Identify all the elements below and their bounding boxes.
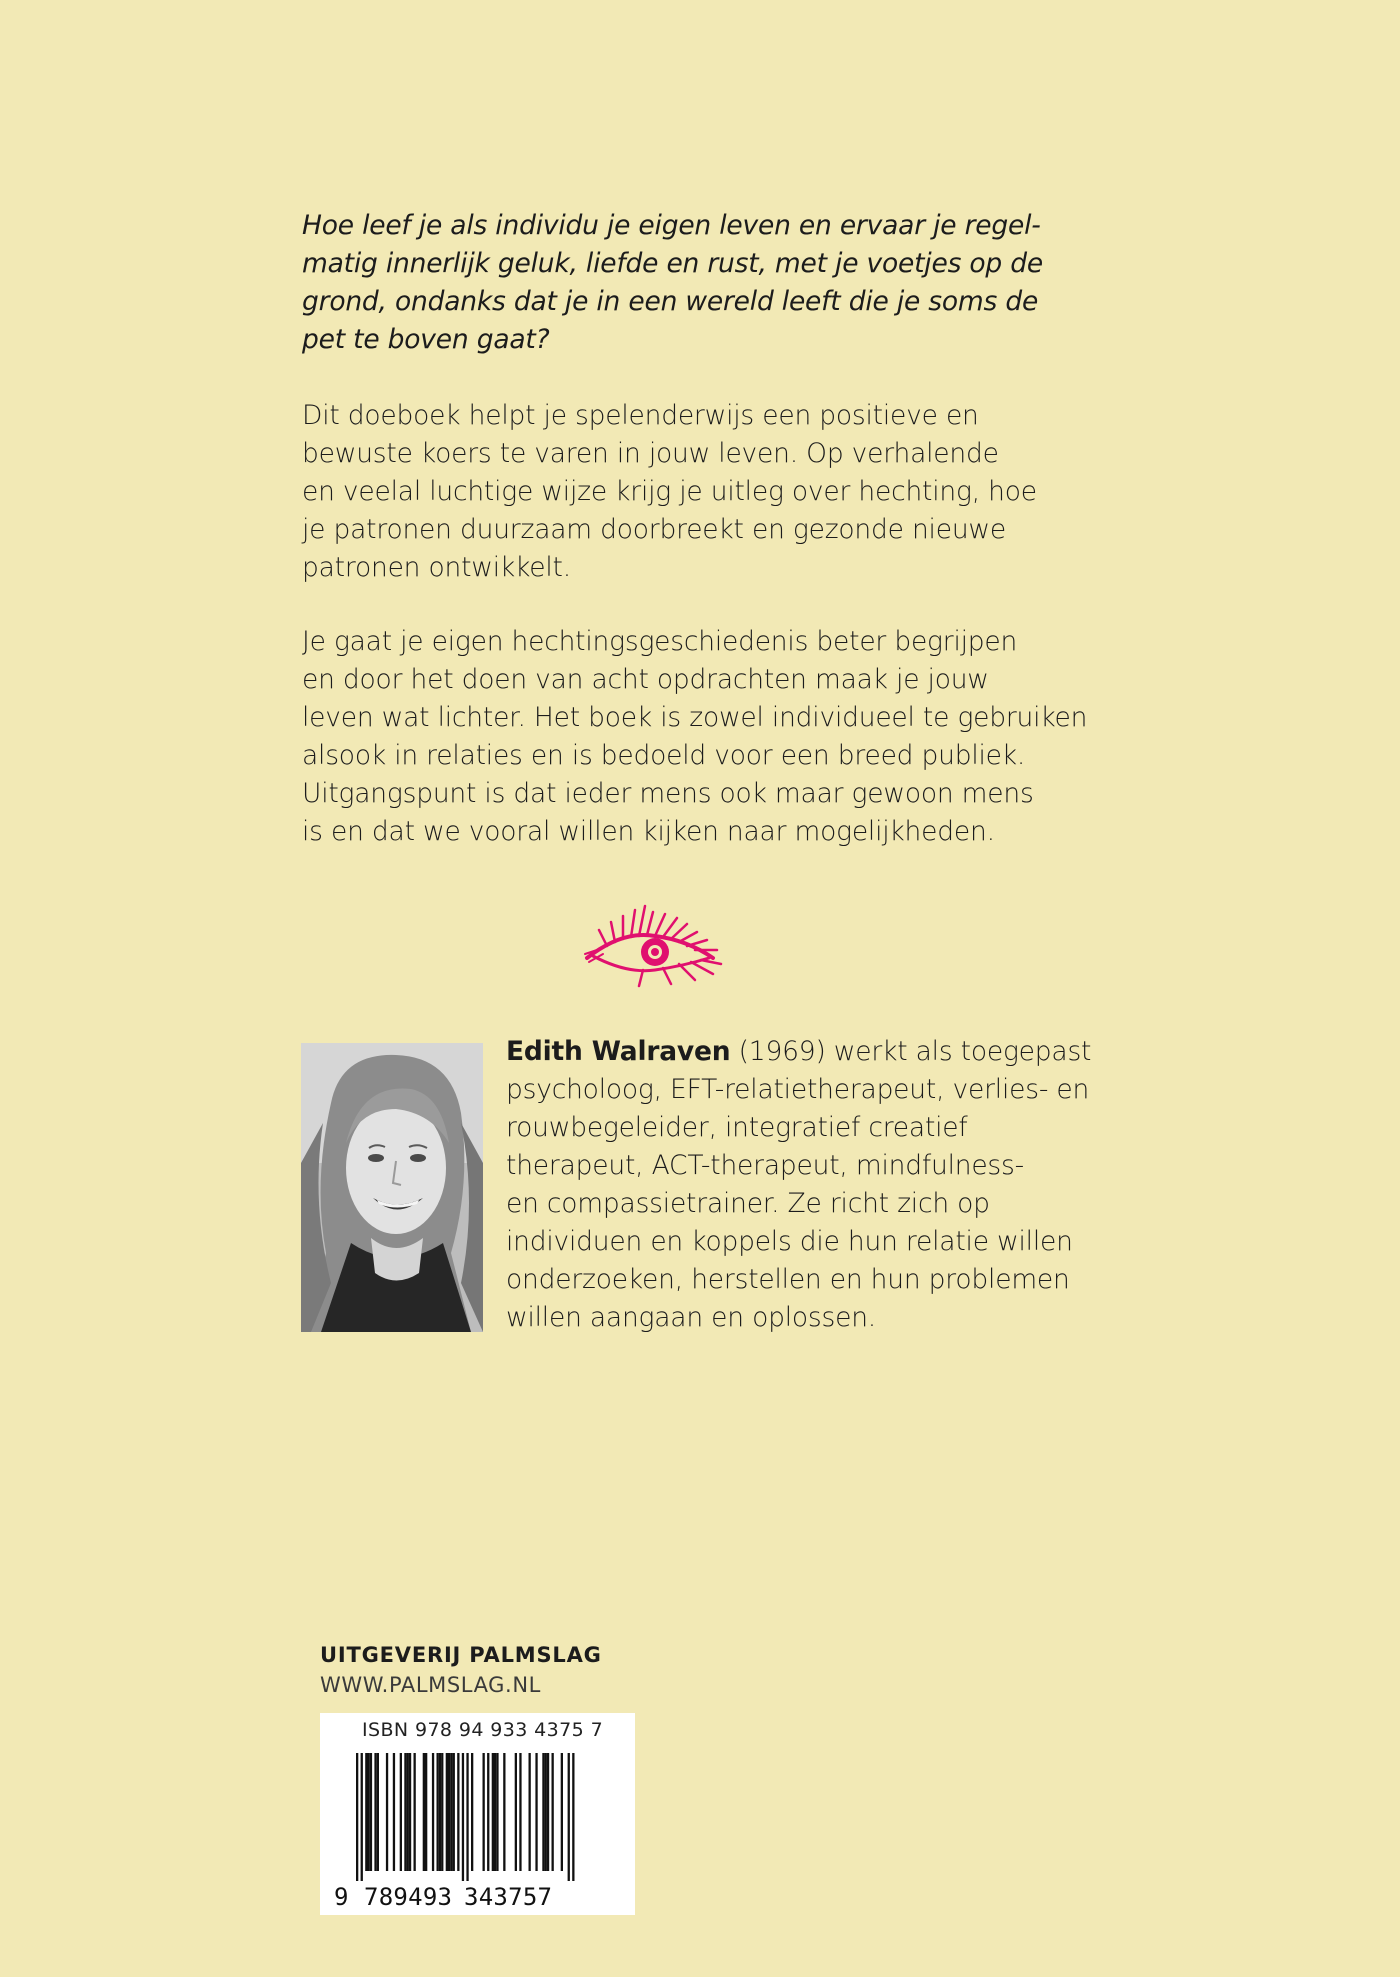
barcode-bar [432, 1753, 434, 1871]
barcode-bar [529, 1753, 531, 1871]
barcode-bar [483, 1753, 485, 1871]
paragraph-line: Uitgangspunt is dat ieder mens ook maar gewoon mens [302, 778, 1034, 809]
intro-line: grond, ondanks dat je in een wereld leeft die je soms de [302, 286, 1039, 317]
barcode-bar [400, 1753, 402, 1871]
paragraph-line: patronen ontwikkelt. [302, 552, 571, 583]
paragraph-line: en door het doen van acht opdrachten maak je jouw [302, 664, 989, 695]
barcode-bar [494, 1753, 496, 1871]
bio-first-line-text: (1969) werkt als toegepast [730, 1036, 1092, 1067]
barcode-bar [453, 1753, 455, 1871]
barcode-bar [407, 1753, 409, 1871]
paragraph-line: je patronen duurzaam doorbreekt en gezonde nieuwe [302, 514, 1006, 545]
barcode-bar [370, 1753, 372, 1871]
barcode-bar [545, 1753, 547, 1871]
barcode-bars [320, 1713, 635, 1915]
barcode-bar [561, 1753, 563, 1871]
barcode-right-digits: 343757 [464, 1883, 552, 1911]
barcode-lead-digit: 9 [334, 1883, 349, 1911]
publisher-url: WWW.PALMSLAG.NL [320, 1673, 541, 1697]
paragraph-line: Je gaat je eigen hechtingsgeschiedenis beter begrijpen [302, 626, 1018, 657]
isbn-label: ISBN 978 94 933 4375 7 [362, 1719, 604, 1741]
usage-paragraph [302, 623, 1102, 851]
barcode-bar [423, 1753, 425, 1871]
intro-line: pet te boven gaat? [302, 324, 550, 355]
barcode-bar [487, 1753, 489, 1871]
isbn-barcode [320, 1713, 635, 1915]
barcode-bar [462, 1753, 464, 1881]
publisher-name: UITGEVERIJ PALMSLAG [320, 1643, 602, 1667]
barcode-bar [466, 1753, 468, 1881]
eye-icon [583, 900, 723, 988]
barcode-bar [496, 1753, 498, 1871]
barcode-bar [414, 1753, 416, 1871]
barcode-bar [552, 1753, 554, 1871]
barcode-bar [425, 1753, 427, 1871]
barcode-bar [404, 1753, 406, 1871]
barcode-bar [393, 1753, 395, 1871]
bio-line: rouwbegeleider, integratief creatief [506, 1112, 968, 1143]
barcode-bar [503, 1753, 505, 1871]
barcode-bar [492, 1753, 494, 1871]
barcode-bar [356, 1753, 358, 1881]
barcode-bar [361, 1753, 363, 1881]
barcode-bar [368, 1753, 370, 1871]
barcode-bar [457, 1753, 459, 1871]
bio-line: onderzoeken, herstellen en hun problemen [506, 1264, 1070, 1295]
barcode-bar [572, 1753, 574, 1881]
paragraph-line: is en dat we vooral willen kijken naar mogelijkheden. [302, 816, 995, 847]
publisher-info [320, 1640, 602, 1700]
intro-line: Hoe leef je als individu je eigen leven en ervaar je regel- [302, 210, 1041, 241]
barcode-bar [386, 1753, 388, 1871]
barcode-bar [446, 1753, 448, 1871]
bio-line: individuen en koppels die hun relatie willen [506, 1226, 1073, 1257]
paragraph-line: Dit doeboek helpt je spelenderwijs een positieve en [302, 400, 979, 431]
barcode-left-digits: 789493 [364, 1883, 452, 1911]
bio-line [506, 1033, 1106, 1071]
paragraph-line: bewuste koers te varen in jouw leven. Op verhalende [302, 438, 999, 469]
bio-line: willen aangaan en oplossen. [506, 1302, 877, 1333]
barcode-bar [547, 1753, 549, 1871]
barcode-bar [437, 1753, 439, 1871]
bio-line: psycholoog, EFT-relatietherapeut, verlies- en [506, 1074, 1090, 1105]
author-name: Edith Walraven [506, 1036, 731, 1067]
barcode-bar [568, 1753, 570, 1881]
barcode-bar [439, 1753, 441, 1871]
bio-line: en compassietrainer. Ze richt zich op [506, 1188, 990, 1219]
barcode-bar [441, 1753, 443, 1871]
paragraph-line: en veelal luchtige wijze krijg je uitleg over hechting, hoe [302, 476, 1037, 507]
barcode-bar [409, 1753, 411, 1871]
paragraph-line: alsook in relaties en is bedoeld voor een breed publiek. [302, 740, 1026, 771]
barcode-bar [535, 1753, 537, 1871]
paragraph-line: leven wat lichter. Het boek is zowel individueel te gebruiken [302, 702, 1088, 733]
barcode-bar [365, 1753, 367, 1871]
author-bio [506, 1033, 1106, 1337]
barcode-bar [515, 1753, 517, 1871]
intro-line: matig innerlijk geluk, liefde en rust, met je voetjes op de [302, 248, 1043, 279]
intro-question [302, 207, 1102, 359]
barcode-bar [374, 1753, 376, 1871]
bio-line: therapeut, ACT-therapeut, mindfulness- [506, 1150, 1025, 1181]
barcode-bar [377, 1753, 379, 1871]
barcode-bar [519, 1753, 521, 1871]
author-photo [301, 1043, 483, 1332]
barcode-bar [471, 1753, 473, 1871]
barcode-bar [542, 1753, 544, 1871]
barcode-bar [448, 1753, 450, 1871]
description-paragraph [302, 397, 1102, 587]
barcode-bar [450, 1753, 452, 1871]
